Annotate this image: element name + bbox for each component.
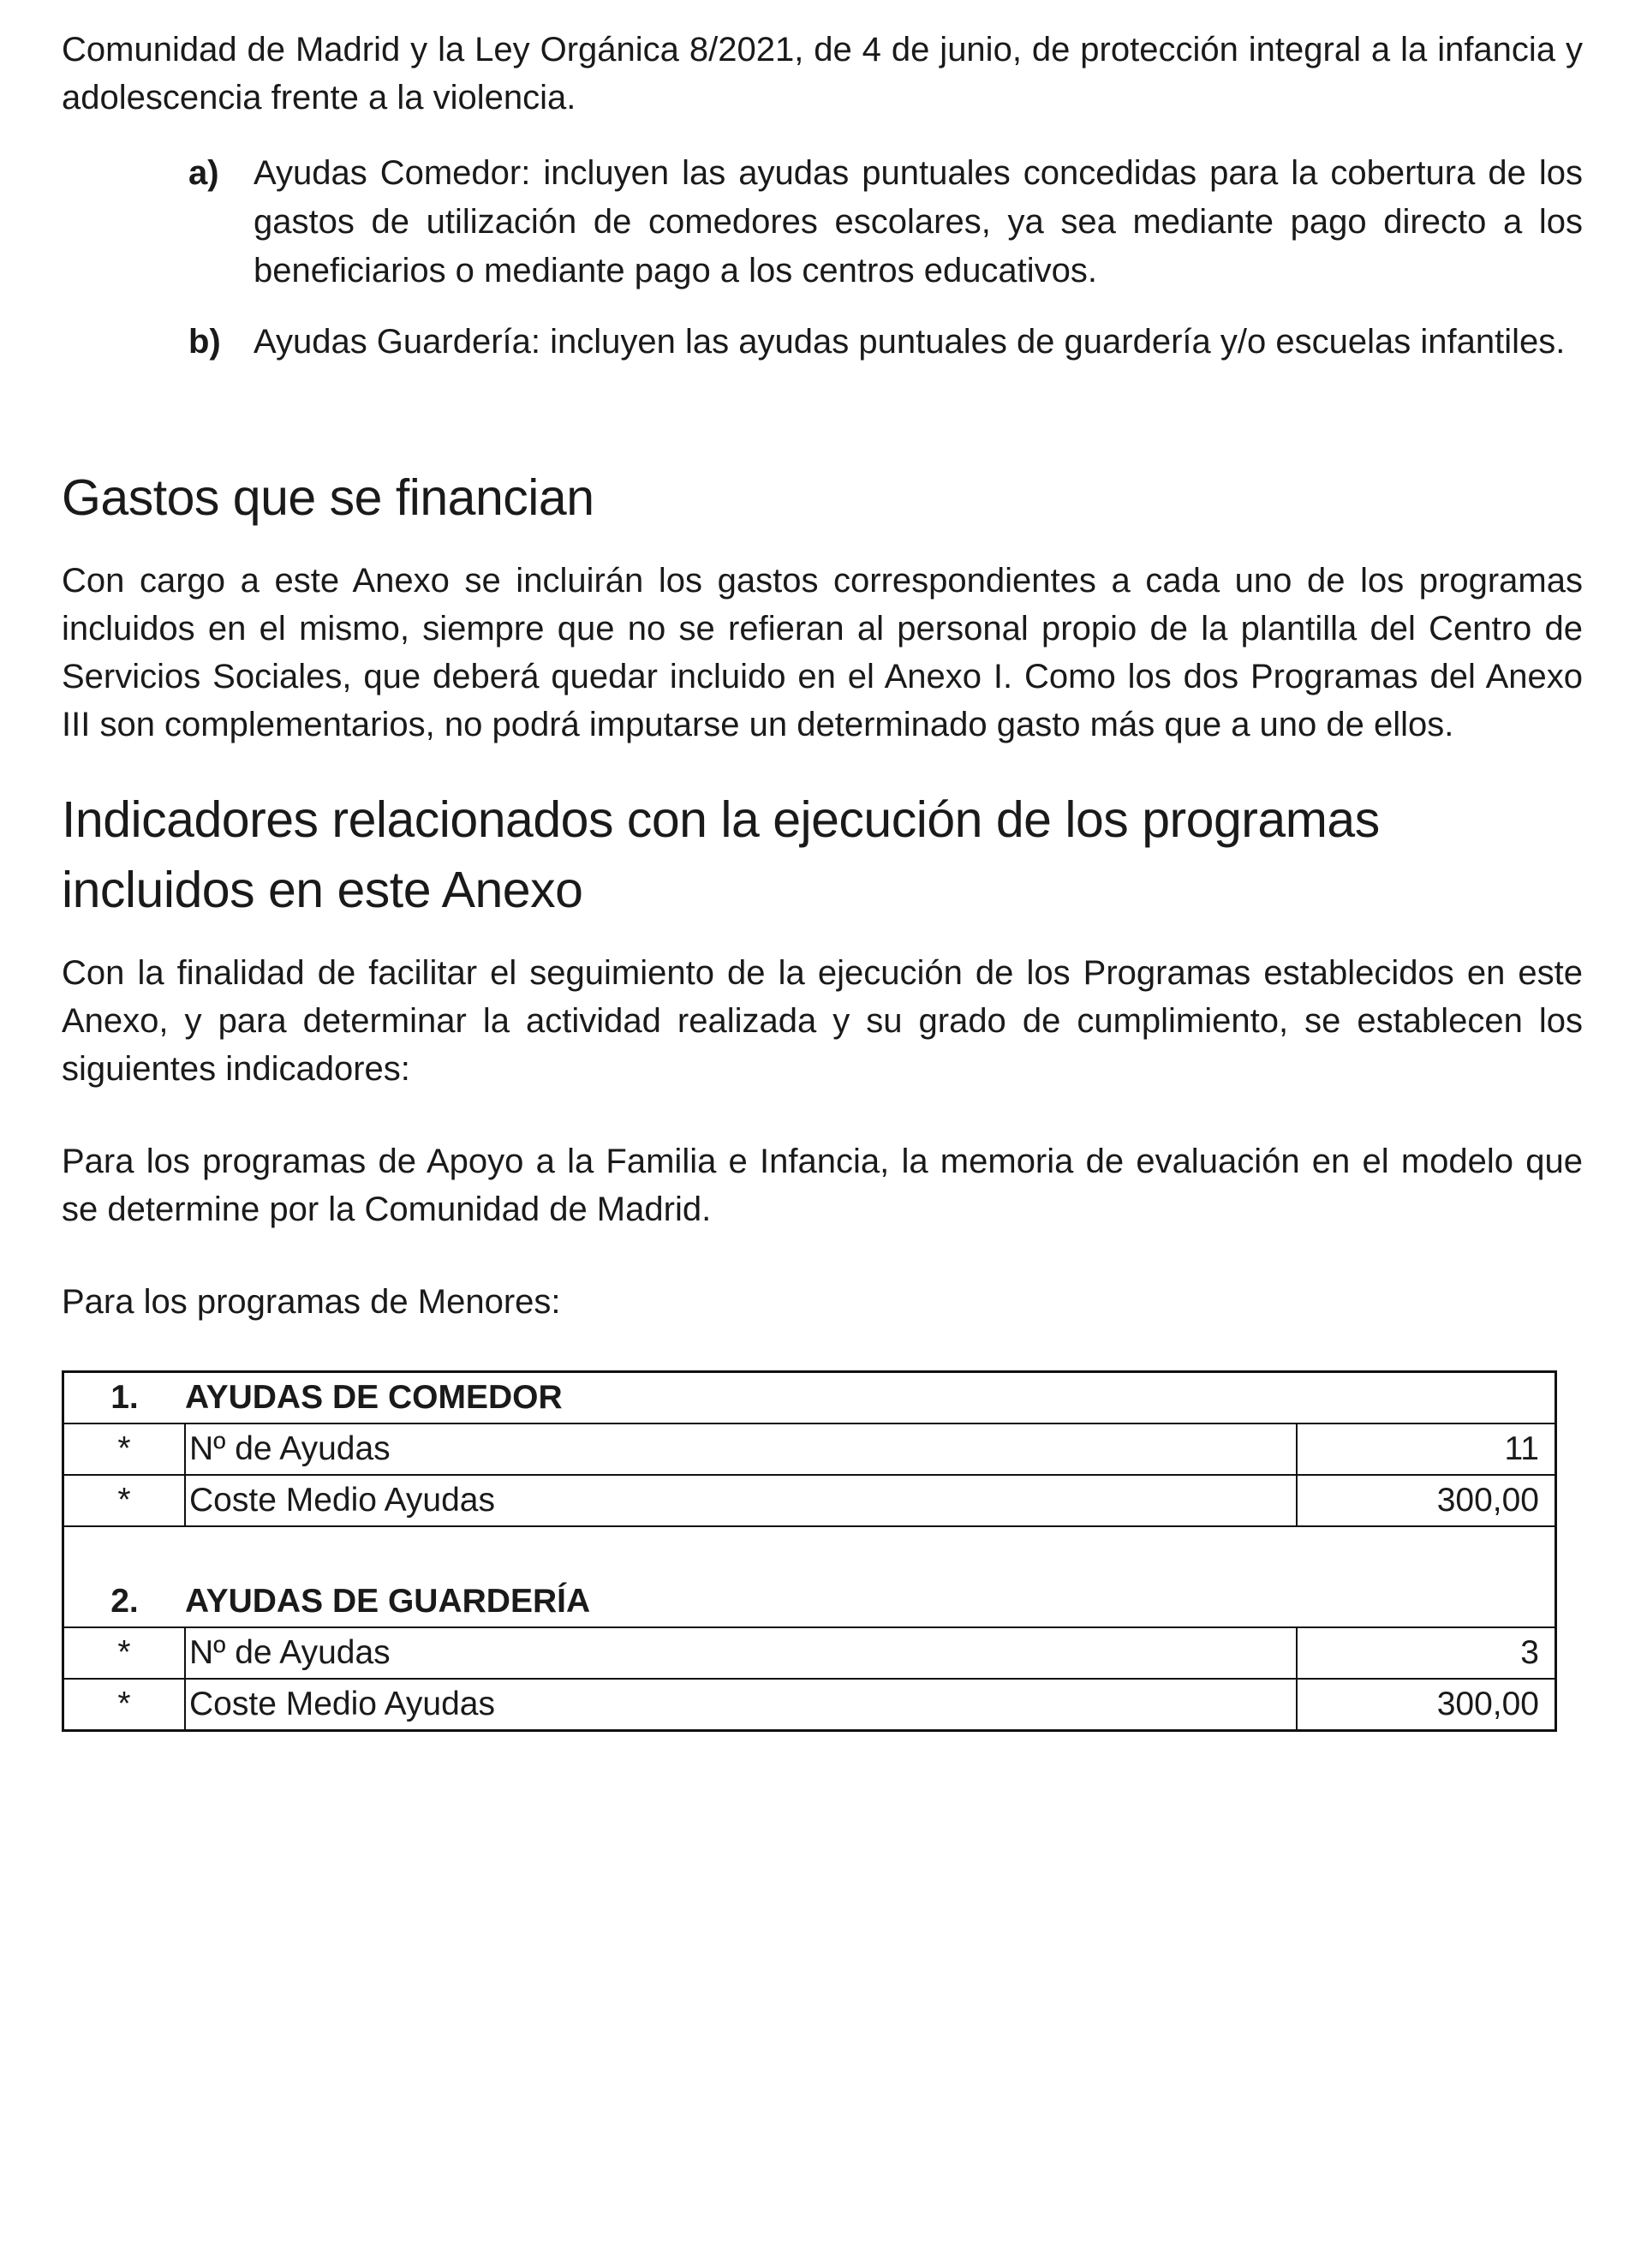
section-header-row: [63, 1372, 1556, 1424]
indicadores-table: [62, 1370, 1557, 1732]
gastos-heading: Gastos que se financian: [62, 469, 594, 526]
row-marker: *: [63, 1423, 186, 1475]
list-item-text: Ayudas Comedor: incluyen las ayudas puntuales concedidas para la cobertura de los gastos de utilización de comedores escolares, ya sea mediante pago directo a los beneficiarios o mediante pago a los centros educativos.: [254, 154, 1583, 289]
list-item-text: Ayudas Guardería: incluyen las ayudas puntuales de guardería y/o escuelas infantiles.: [254, 323, 1566, 361]
row-label: Coste Medio Ayudas: [185, 1679, 1297, 1731]
apoyo-familia-paragraph: Para los programas de Apoyo a la Familia e Infancia, la memoria de evaluación en el modelo que se determine por la Comunidad de Madrid.: [62, 1143, 1583, 1228]
table-row: [63, 1627, 1556, 1679]
intro-paragraph: Comunidad de Madrid y la Ley Orgánica 8/2021, de 4 de junio, de protección integral a la infancia y adolescencia frente a la violencia.: [62, 31, 1583, 116]
list-marker: a): [188, 154, 219, 192]
row-marker: *: [63, 1679, 186, 1731]
document-page: [62, 26, 1583, 1732]
row-marker: *: [63, 1475, 186, 1526]
indicadores-heading: Indicadores relacionados con la ejecución de los programas incluidos en este Anexo: [62, 791, 1380, 918]
table-row: [63, 1475, 1556, 1526]
row-label: Coste Medio Ayudas: [185, 1475, 1297, 1526]
spacer-row: [63, 1526, 1556, 1577]
menores-paragraph: Para los programas de Menores:: [62, 1283, 561, 1321]
table-row: [63, 1423, 1556, 1475]
ayudas-list: [188, 149, 1583, 367]
list-marker: b): [188, 323, 221, 361]
row-value: 300,00: [1297, 1679, 1556, 1731]
gastos-paragraph: Con cargo a este Anexo se incluirán los gastos correspondientes a cada uno de los programas incluidos en el mismo, siempre que no se refieran al personal propio de la plantilla del Centro de Servicios Sociales, que deberá quedar incluido en el Anexo I. Como los dos Programas del Anexo III son complementarios, no podrá imputarse un determinado gasto más que a uno de ellos.: [62, 562, 1583, 743]
list-item: [188, 149, 1583, 295]
section-title: AYUDAS DE GUARDERÍA: [185, 1583, 591, 1620]
row-label: Nº de Ayudas: [185, 1627, 1297, 1679]
row-value: 3: [1297, 1627, 1556, 1679]
section-header-row: [63, 1577, 1556, 1627]
section-number: 2.: [110, 1583, 139, 1620]
row-value: 300,00: [1297, 1475, 1556, 1526]
row-label: Nº de Ayudas: [185, 1423, 1297, 1475]
row-marker: *: [63, 1627, 186, 1679]
section-title: AYUDAS DE COMEDOR: [185, 1379, 563, 1416]
indicadores-paragraph: Con la finalidad de facilitar el seguimiento de la ejecución de los Programas establecidos en este Anexo, y para determinar la actividad realizada y su grado de cumplimiento, se establecen los siguientes indicadores:: [62, 954, 1583, 1088]
list-item: [188, 318, 1583, 367]
row-value: 11: [1297, 1423, 1556, 1475]
section-number: 1.: [110, 1379, 139, 1416]
table-row: [63, 1679, 1556, 1731]
